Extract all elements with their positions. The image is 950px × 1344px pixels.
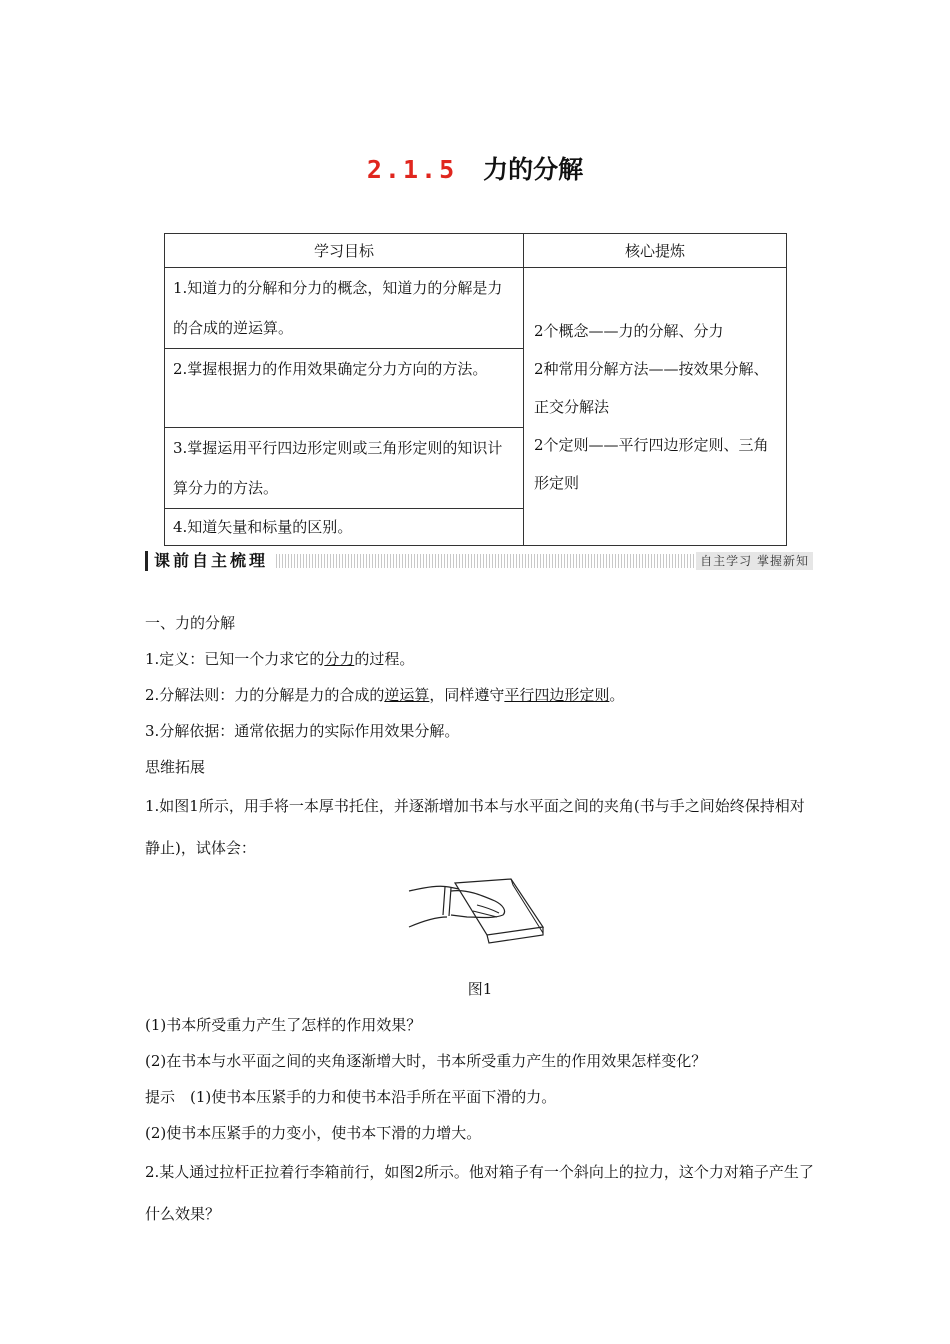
goal-2: 2.掌握根据力的作用效果确定分力方向的方法。 [173,360,488,378]
goal-3: 3.掌握运用平行四边形定则或三角形定则的知识计算分力的方法。 [173,439,503,497]
hand-book-illustration [407,877,545,949]
goal-1: 1.知道力的分解和分力的概念，知道力的分解是力的合成的逆运算。 [173,279,503,337]
heading: 一、力的分解 [145,614,236,632]
rule-end: 。 [609,686,625,704]
definition-end: 的过程。 [354,650,415,668]
hint-1: 提示 (1)使书本压紧手的力和使书本沿手所在平面下滑的力。 [145,1088,557,1106]
question-1b: (2)在书本与水平面之间的夹角逐渐增大时，书本所受重力产生的作用效果怎样变化？ [145,1052,707,1070]
banner-title: 课前自主梳理 [145,551,274,571]
definition-text: 1.定义：已知一个力求它的 [145,650,325,668]
basis: 3.分解依据：通常依据力的实际作用效果分解。 [145,722,460,740]
objectives-table [164,233,787,546]
figure-1-caption: 图1 [467,980,493,998]
main-content [145,605,815,1235]
core-point-2: 2种常用分解方法——按效果分解、正交分解法 [534,360,769,416]
goal-4: 4.知道矢量和标量的区别。 [173,518,353,536]
banner-subtitle: 自主学习 掌握新知 [696,552,813,570]
section-banner [145,551,813,571]
figure-1 [145,877,815,967]
rule-mid: ，同样遵守 [429,686,505,704]
core-points [524,268,786,502]
question-1: 1.如图1所示，用手将一本厚书托住，并逐渐增加书本与水平面之间的夹角(书与手之间始终保持相对静止)，试体会： [145,797,805,857]
page-title [0,150,950,186]
rule-key-2: 平行四边形定则 [504,686,610,704]
question-1a: (1)书本所受重力产生了怎样的作用效果？ [145,1016,422,1034]
hint-2: (2)使书本压紧手的力变小，使书本下滑的力增大。 [145,1124,482,1142]
definition-key: 分力 [324,650,355,668]
rule-key-1: 逆运算 [384,686,430,704]
header-goals: 学习目标 [165,234,524,268]
rule-text: 2.分解法则：力的分解是力的合成的 [145,686,385,704]
section-title: 力的分解 [483,155,584,184]
section-number: 2.1.5 [366,155,458,184]
question-2: 2.某人通过拉杆正拉着行李箱前行，如图2所示。他对箱子有一个斜向上的拉力，这个力对箱子产生了什么效果？ [145,1163,814,1223]
header-core: 核心提炼 [524,234,787,268]
think-heading: 思维拓展 [145,758,206,776]
rule [145,677,815,713]
core-point-3: 2个定则——平行四边形定则、三角形定则 [534,436,769,492]
core-point-1: 2个概念——力的分解、分力 [534,322,724,340]
definition [145,641,815,677]
